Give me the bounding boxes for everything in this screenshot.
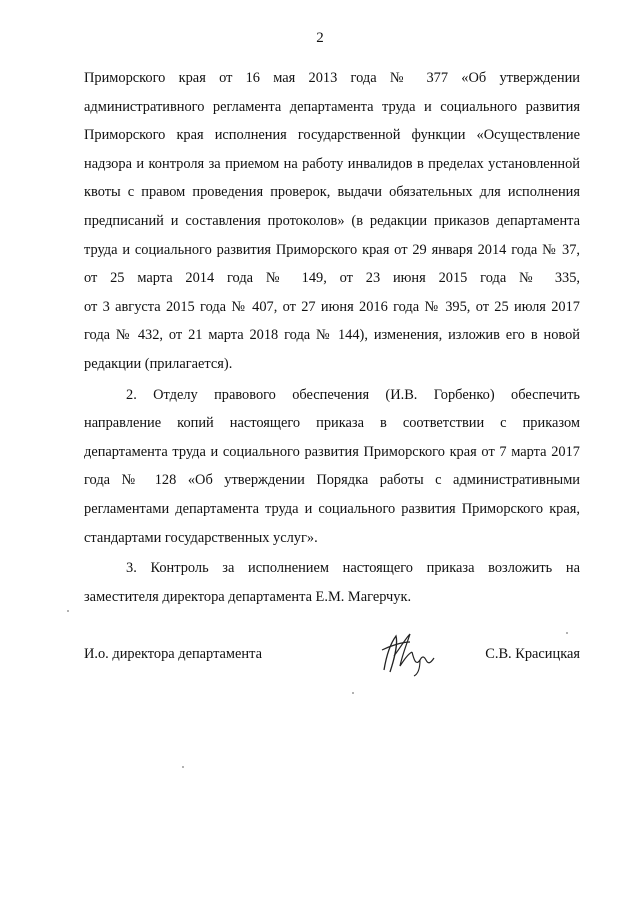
text-line: года № 128 «Об утверждении Порядка работы с административными xyxy=(84,472,580,489)
signatory-name: С.В. Красицкая xyxy=(485,646,580,662)
signatory-title: И.о. директора департамента xyxy=(84,646,262,662)
paragraph-3 xyxy=(84,554,580,611)
text-line: департамента труда и социального развития Приморского края от 7 марта 2017 xyxy=(84,443,580,460)
paragraph-2 xyxy=(84,381,580,553)
scan-speck xyxy=(182,766,184,768)
text-line: квоты с правом проведения проверок, выдачи обязательных для исполнения xyxy=(84,184,580,201)
text-line: от 3 августа 2015 года № 407, от 27 июня 2016 года № 395, от 25 июля 2017 xyxy=(84,298,580,315)
text-line: предписаний и составления протоколов» (в редакции приказов департамента xyxy=(84,212,580,229)
text-line: направление копий настоящего приказа в соответствии с приказом xyxy=(84,415,580,432)
text-line: труда и социального развития Приморского края от 29 января 2014 года № 37, xyxy=(84,241,580,258)
page-number: 2 xyxy=(316,30,324,46)
text-line: от 25 марта 2014 года № 149, от 23 июня 2015 года № 335, xyxy=(84,270,580,287)
scan-speck xyxy=(67,610,69,612)
paragraph-1 xyxy=(84,64,580,379)
text-line: регламентами департамента труда и социального развития Приморского края, xyxy=(84,500,580,517)
text-line: надзора и контроля за приемом на работу инвалидов в пределах установленной xyxy=(84,155,580,172)
text-line: Приморского края от 16 мая 2013 года № 377 «Об утверждении xyxy=(84,70,580,86)
scan-speck xyxy=(566,632,568,634)
text-line: редакции (прилагается). xyxy=(84,355,233,372)
text-line: 3. Контроль за исполнением настоящего приказа возложить на xyxy=(126,560,580,577)
text-line: 2. Отделу правового обеспечения (И.В. Горбенко) обеспечить xyxy=(126,386,580,403)
text-line: года № 432, от 21 марта 2018 года № 144), изменения, изложив его в новой xyxy=(84,327,580,344)
handwritten-signature xyxy=(376,630,446,678)
text-line: стандартами государственных услуг». xyxy=(84,529,318,546)
signature-block xyxy=(84,642,580,678)
text-line: заместителя директора департамента Е.М. Магерчук. xyxy=(84,588,412,605)
text-line: Приморского края исполнения государственной функции «Осуществление xyxy=(84,127,580,144)
text-line: административного регламента департамента труда и социального развития xyxy=(84,98,580,115)
scan-speck xyxy=(352,692,354,694)
document-body xyxy=(84,64,580,611)
